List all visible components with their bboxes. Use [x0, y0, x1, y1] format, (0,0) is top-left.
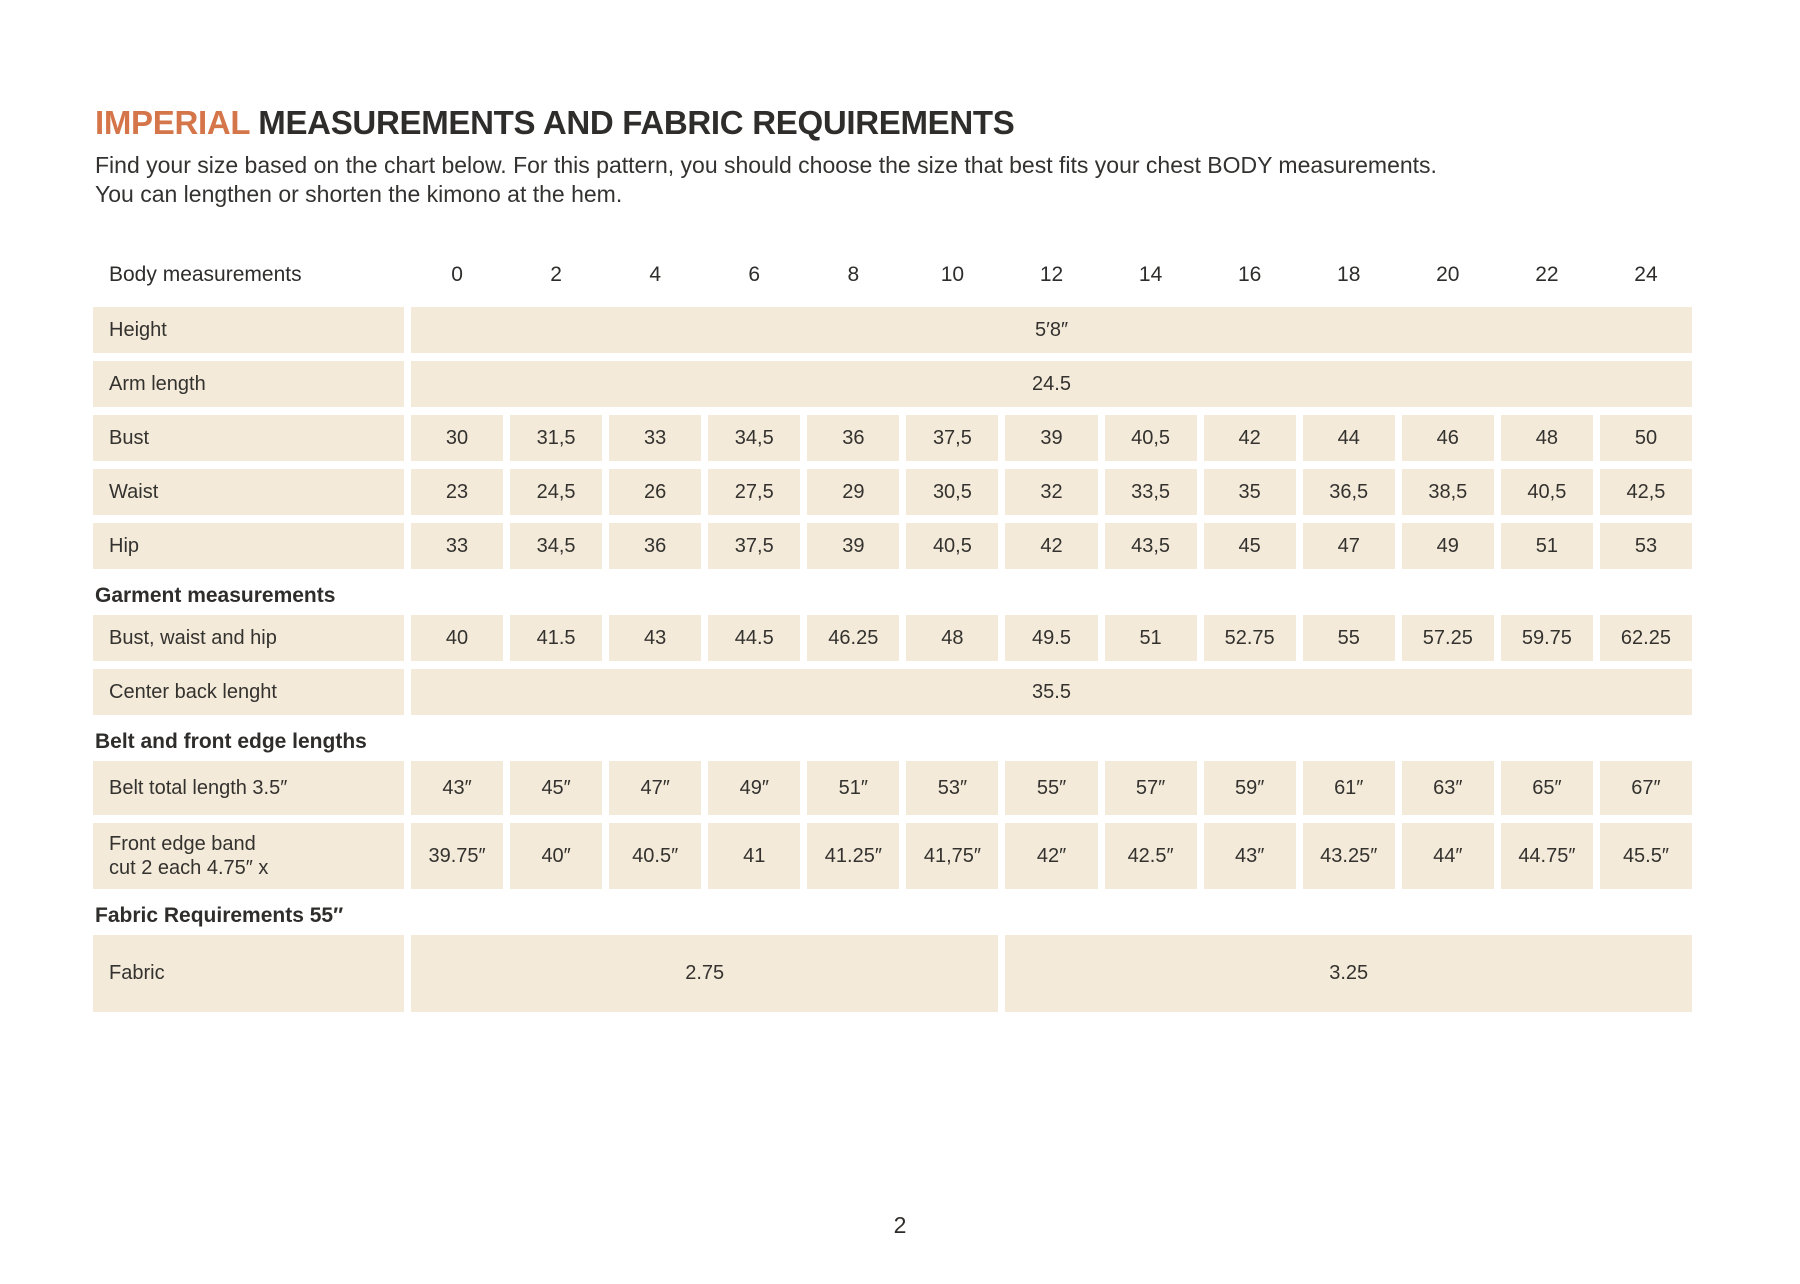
size-col-0: 0 — [451, 263, 463, 286]
front-edge-cell: 44.75″ — [1501, 823, 1593, 889]
height-value: 5′8″ — [411, 307, 1692, 353]
garment-bwh-cell: 43 — [609, 615, 701, 661]
garment-bwh-cell: 46.25 — [807, 615, 899, 661]
header-label: Body measurements — [109, 263, 302, 286]
garment-bwh-cell: 51 — [1105, 615, 1197, 661]
bust-cell: 50 — [1600, 415, 1692, 461]
page-title — [95, 104, 1692, 142]
garment-bwh-cell: 44.5 — [708, 615, 800, 661]
bust-cell: 48 — [1501, 415, 1593, 461]
section-belt-front-edge: Belt and front edge lengths — [95, 730, 367, 753]
front-edge-cell: 43.25″ — [1303, 823, 1395, 889]
belt-cell: 43″ — [411, 761, 503, 815]
row-label-bust: Bust — [93, 415, 404, 461]
hip-cell: 49 — [1402, 523, 1494, 569]
size-chart — [93, 255, 1692, 1012]
size-header-row — [93, 255, 1692, 295]
belt-cell: 53″ — [906, 761, 998, 815]
bust-cell: 31,5 — [510, 415, 602, 461]
arm-length-value: 24.5 — [411, 361, 1692, 407]
size-col-8: 8 — [847, 263, 860, 286]
table-row-bust — [93, 415, 1692, 461]
bust-cell: 44 — [1303, 415, 1395, 461]
section-fabric-requirements: Fabric Requirements 55″ — [95, 904, 344, 927]
row-label-arm-length: Arm length — [93, 361, 404, 407]
bust-cell: 42 — [1204, 415, 1296, 461]
waist-cell: 36,5 — [1303, 469, 1395, 515]
intro-text-line-2: You can lengthen or shorten the kimono at the hem. — [95, 181, 623, 207]
size-col-18: 18 — [1337, 263, 1361, 286]
garment-bwh-cell: 52.75 — [1204, 615, 1296, 661]
row-label-hip: Hip — [93, 523, 404, 569]
front-edge-cell: 41.25″ — [807, 823, 899, 889]
waist-cell: 26 — [609, 469, 701, 515]
hip-cell: 51 — [1501, 523, 1593, 569]
table-row-belt-total-length — [93, 761, 1692, 815]
table-row-height — [93, 307, 1692, 353]
hip-cell: 47 — [1303, 523, 1395, 569]
garment-bwh-cell: 59.75 — [1501, 615, 1593, 661]
fabric-yardage-small-sizes: 2.75 — [411, 935, 998, 1012]
front-edge-label-lines — [109, 832, 268, 880]
size-col-2: 2 — [550, 263, 562, 286]
front-edge-cell: 42″ — [1005, 823, 1097, 889]
fabric-yardage-large-sizes: 3.25 — [1005, 935, 1692, 1012]
front-edge-label-line-1: Front edge band — [109, 833, 256, 855]
waist-cell: 23 — [411, 469, 503, 515]
size-col-14: 14 — [1138, 263, 1163, 286]
hip-cell: 40,5 — [906, 523, 998, 569]
row-label-waist: Waist — [93, 469, 404, 515]
garment-bwh-cell: 57.25 — [1402, 615, 1494, 661]
belt-cell: 49″ — [708, 761, 800, 815]
waist-cell: 40,5 — [1501, 469, 1593, 515]
garment-bwh-cell: 49.5 — [1005, 615, 1097, 661]
garment-bwh-cell: 48 — [906, 615, 998, 661]
hip-cell: 37,5 — [708, 523, 800, 569]
belt-cell: 65″ — [1501, 761, 1593, 815]
title-highlight: IMPERIAL — [95, 104, 251, 141]
garment-bwh-cell: 40 — [411, 615, 503, 661]
garment-bwh-cell: 62.25 — [1600, 615, 1692, 661]
size-col-16: 16 — [1237, 263, 1262, 286]
waist-cell: 38,5 — [1402, 469, 1494, 515]
hip-cell: 53 — [1600, 523, 1692, 569]
size-col-10: 10 — [940, 263, 965, 286]
belt-cell: 55″ — [1005, 761, 1097, 815]
belt-cell: 67″ — [1600, 761, 1692, 815]
size-col-22: 22 — [1535, 263, 1559, 286]
bust-cell: 39 — [1005, 415, 1097, 461]
garment-bwh-cell: 41.5 — [510, 615, 602, 661]
waist-cell: 29 — [807, 469, 899, 515]
size-col-24: 24 — [1634, 263, 1658, 286]
document-page — [93, 104, 1692, 1020]
hip-cell: 33 — [411, 523, 503, 569]
hip-cell: 36 — [609, 523, 701, 569]
front-edge-cell: 40.5″ — [609, 823, 701, 889]
title-rest: MEASUREMENTS AND FABRIC REQUIREMENTS — [258, 104, 1015, 141]
page-number: 2 — [893, 1212, 907, 1238]
belt-cell: 47″ — [609, 761, 701, 815]
belt-cell: 45″ — [510, 761, 602, 815]
section-garment-measurements: Garment measurements — [95, 584, 336, 607]
table-row-garment-bust-waist-hip — [93, 615, 1692, 661]
hip-cell: 34,5 — [510, 523, 602, 569]
bust-cell: 34,5 — [708, 415, 800, 461]
waist-cell: 33,5 — [1105, 469, 1197, 515]
row-label-belt: Belt total length 3.5″ — [93, 761, 404, 815]
bust-cell: 46 — [1402, 415, 1494, 461]
waist-cell: 42,5 — [1600, 469, 1692, 515]
intro-text-line-1: Find your size based on the chart below. For this pattern, you should choose the size that best fits your chest BODY measurements. — [95, 152, 1437, 178]
front-edge-cell: 44″ — [1402, 823, 1494, 889]
table-row-center-back-length — [93, 669, 1692, 715]
size-col-20: 20 — [1436, 263, 1460, 286]
bust-cell: 40,5 — [1105, 415, 1197, 461]
bust-cell: 37,5 — [906, 415, 998, 461]
hip-cell: 43,5 — [1105, 523, 1197, 569]
garment-bwh-cell: 55 — [1303, 615, 1395, 661]
front-edge-cell: 41,75″ — [906, 823, 998, 889]
waist-cell: 27,5 — [708, 469, 800, 515]
table-row-waist — [93, 469, 1692, 515]
front-edge-cell: 41 — [708, 823, 800, 889]
table-row-fabric — [93, 935, 1692, 1012]
size-col-4: 4 — [649, 263, 662, 286]
front-edge-cell: 45.5″ — [1600, 823, 1692, 889]
waist-cell: 24,5 — [510, 469, 602, 515]
hip-cell: 39 — [807, 523, 899, 569]
bust-cell: 36 — [807, 415, 899, 461]
waist-cell: 35 — [1204, 469, 1296, 515]
row-label-height: Height — [93, 307, 404, 353]
row-label-garment-bwh: Bust, waist and hip — [93, 615, 404, 661]
waist-cell: 32 — [1005, 469, 1097, 515]
center-back-value: 35.5 — [411, 669, 1692, 715]
table-row-front-edge-band — [93, 823, 1692, 889]
front-edge-cell: 40″ — [510, 823, 602, 889]
bust-cell: 33 — [609, 415, 701, 461]
row-label-center-back: Center back lenght — [93, 669, 404, 715]
front-edge-cell: 43″ — [1204, 823, 1296, 889]
row-label-fabric: Fabric — [93, 935, 404, 1012]
hip-cell: 42 — [1005, 523, 1097, 569]
front-edge-cell: 42.5″ — [1105, 823, 1197, 889]
front-edge-label-line-2: cut 2 each 4.75″ x — [109, 857, 269, 879]
belt-cell: 59″ — [1204, 761, 1296, 815]
row-label-front-edge — [93, 823, 404, 889]
belt-cell: 61″ — [1303, 761, 1395, 815]
belt-cell: 57″ — [1105, 761, 1197, 815]
table-row-hip — [93, 523, 1692, 569]
size-col-12: 12 — [1039, 263, 1064, 286]
belt-cell: 51″ — [807, 761, 899, 815]
size-col-6: 6 — [748, 263, 761, 286]
belt-cell: 63″ — [1402, 761, 1494, 815]
front-edge-cell: 39.75″ — [411, 823, 503, 889]
table-row-arm-length — [93, 361, 1692, 407]
waist-cell: 30,5 — [906, 469, 998, 515]
bust-cell: 30 — [411, 415, 503, 461]
hip-cell: 45 — [1204, 523, 1296, 569]
